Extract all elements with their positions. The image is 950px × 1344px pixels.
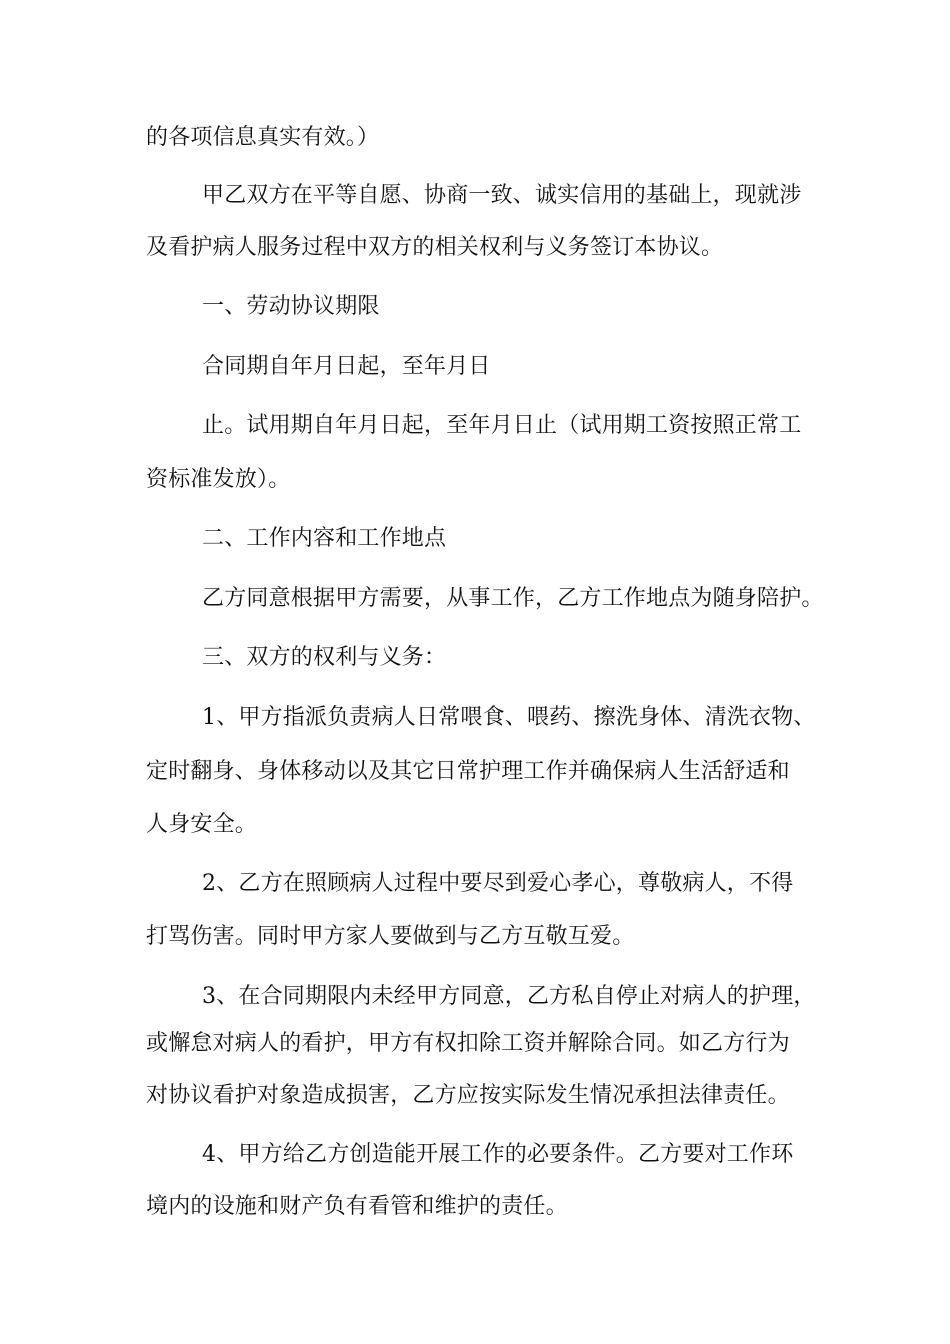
- text-line: 境内的设施和财产负有看管和维护的责任。: [146, 1194, 568, 1219]
- text-line: 合同期自年月日起，至年月日: [202, 354, 491, 379]
- text-line: 及看护病人服务过程中双方的相关权利与义务签订本协议。: [146, 235, 724, 260]
- text-line: 乙方同意根据甲方需要，从事工作，乙方工作地点为随身陪护。: [202, 586, 824, 611]
- text-line: 2、乙方在照顾病人过程中要尽到爱心孝心，尊敬病人，不得: [202, 871, 794, 896]
- text-line: 定时翻身、身体移动以及其它日常护理工作并确保病人生活舒适和: [146, 759, 790, 784]
- text-line: 1、甲方指派负责病人日常喂食、喂药、擦洗身体、清洗衣物、: [202, 705, 816, 730]
- text-line: 或懈怠对病人的看护，甲方有权扣除工资并解除合同。如乙方行为: [146, 1031, 790, 1056]
- text-line: 资标准发放）。: [146, 467, 291, 492]
- text-line: 人身安全。: [146, 812, 258, 837]
- text-line: 止。试用期自年月日起，至年月日止（试用期工资按照正常工: [202, 413, 802, 438]
- text-line: 的各项信息真实有效。）: [146, 125, 380, 150]
- section-heading: 三、双方的权利与义务：: [202, 645, 447, 670]
- text-line: 3、在合同期限内未经甲方同意，乙方私自停止对病人的护理，: [202, 984, 816, 1009]
- text-line: 打骂伤害。同时甲方家人要做到与乙方互敬互爱。: [146, 924, 635, 949]
- section-heading: 一、劳动协议期限: [202, 294, 380, 319]
- text-line: 甲乙双方在平等自愿、协商一致、诚实信用的基础上，现就涉: [202, 183, 802, 208]
- text-line: 4、甲方给乙方创造能开展工作的必要条件。乙方要对工作环: [202, 1142, 794, 1167]
- section-heading: 二、工作内容和工作地点: [202, 526, 447, 551]
- text-line: 对协议看护对象造成损害，乙方应按实际发生情况承担法律责任。: [146, 1083, 790, 1108]
